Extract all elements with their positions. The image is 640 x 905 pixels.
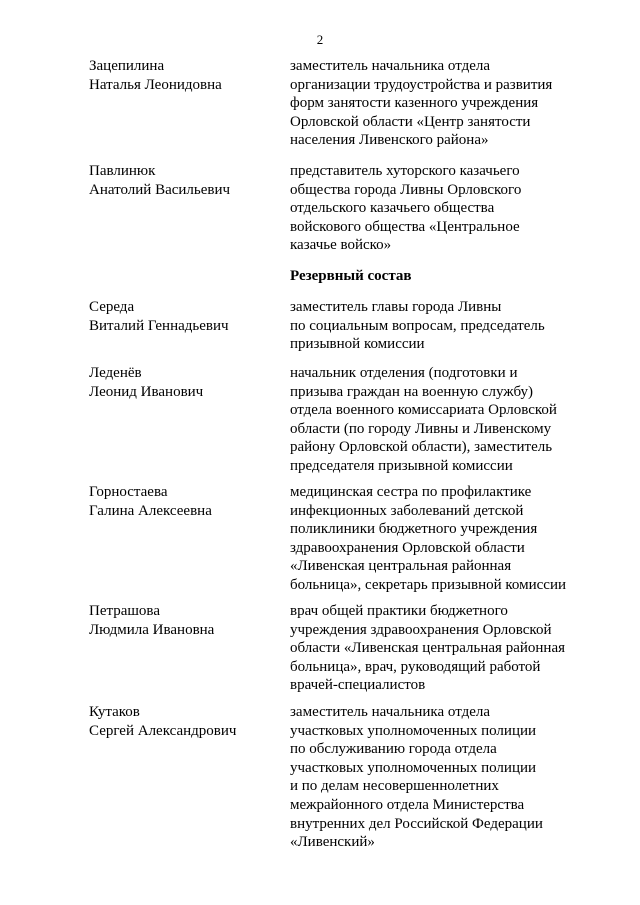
member-role xyxy=(290,162,580,255)
member-surname: Зацепилина xyxy=(89,58,165,74)
role-line: заместитель главы города Ливны xyxy=(290,299,502,315)
role-line: и по делам несовершеннолетних xyxy=(290,778,499,795)
role-line: населения Ливенского района» xyxy=(290,132,489,149)
role-line: внутренних дел Российской Федерации xyxy=(290,815,543,832)
role-line: форм занятости казенного учреждения xyxy=(290,95,539,112)
role-line: области (по городу Ливны и Ливенскому xyxy=(290,420,552,437)
role-line: призыва граждан на военную службу) xyxy=(290,383,534,400)
member-role xyxy=(290,483,580,595)
role-line: здравоохранения Орловской области xyxy=(290,539,525,556)
role-line: «Ливенская центральная районная xyxy=(290,558,512,575)
role-line: области «Ливенская центральная районная xyxy=(290,640,565,657)
role-line: поликлиники бюджетного учреждения xyxy=(290,521,538,538)
member-name xyxy=(89,162,279,199)
role-line: больница», секретарь призывной комиссии xyxy=(290,576,567,593)
member-surname: Павлинюк xyxy=(89,163,156,179)
role-line: призывной комиссии xyxy=(290,336,425,353)
member-given-name: Анатолий Васильевич xyxy=(89,181,231,198)
member-role xyxy=(290,298,580,354)
role-line: Орловской области «Центр занятости xyxy=(290,113,531,130)
member-given-name: Людмила Ивановна xyxy=(89,621,215,638)
role-line: участковых уполномоченных полиции xyxy=(290,722,537,739)
member-given-name: Сергей Александрович xyxy=(89,722,237,739)
page-number: 2 xyxy=(316,32,324,47)
member-surname: Кутаков xyxy=(89,704,140,720)
role-line: по социальным вопросам, председатель xyxy=(290,317,545,334)
reserve-section-heading: Резервный состав xyxy=(290,268,412,284)
member-role xyxy=(290,703,580,852)
member-name xyxy=(89,298,279,335)
role-line: заместитель начальника отдела xyxy=(290,58,490,74)
member-role xyxy=(290,364,580,476)
member-name xyxy=(89,602,279,639)
member-given-name: Наталья Леонидовна xyxy=(89,76,222,93)
member-surname: Середа xyxy=(89,299,135,315)
role-line: войскового общества «Центральное xyxy=(290,218,520,235)
member-name xyxy=(89,483,279,520)
member-surname: Леденёв xyxy=(89,365,142,381)
role-line: организации трудоустройства и развития xyxy=(290,76,553,93)
member-given-name: Леонид Иванович xyxy=(89,383,204,400)
member-name xyxy=(89,703,279,740)
role-line: общества города Ливны Орловского xyxy=(290,181,522,198)
role-line: межрайонного отдела Министерства xyxy=(290,796,525,813)
member-name xyxy=(89,364,279,401)
role-line: участковых уполномоченных полиции xyxy=(290,759,537,776)
role-line: району Орловской области), заместитель xyxy=(290,439,553,456)
role-line: медицинская сестра по профилактике xyxy=(290,484,532,500)
role-line: больница», врач, руководящий работой xyxy=(290,658,541,675)
member-name xyxy=(89,57,279,94)
role-line: заместитель начальника отдела xyxy=(290,704,490,720)
role-line: представитель хуторского казачьего xyxy=(290,163,520,179)
member-surname: Горностаева xyxy=(89,484,168,500)
member-role xyxy=(290,57,580,150)
role-line: врач общей практики бюджетного xyxy=(290,603,508,619)
role-line: по обслуживанию города отдела xyxy=(290,741,497,758)
role-line: председателя призывной комиссии xyxy=(290,457,513,474)
role-line: казачье войско» xyxy=(290,237,392,254)
member-role xyxy=(290,602,580,695)
role-line: инфекционных заболеваний детской xyxy=(290,502,524,519)
member-surname: Петрашова xyxy=(89,603,160,619)
role-line: начальник отделения (подготовки и xyxy=(290,365,518,381)
role-line: отдела военного комиссариата Орловской xyxy=(290,402,557,419)
member-given-name: Виталий Геннадьевич xyxy=(89,317,229,334)
role-line: врачей-специалистов xyxy=(290,677,426,694)
role-line: «Ливенский» xyxy=(290,834,375,851)
role-line: учреждения здравоохранения Орловской xyxy=(290,621,552,638)
member-given-name: Галина Алексеевна xyxy=(89,502,212,519)
role-line: отдельского казачьего общества xyxy=(290,200,495,217)
